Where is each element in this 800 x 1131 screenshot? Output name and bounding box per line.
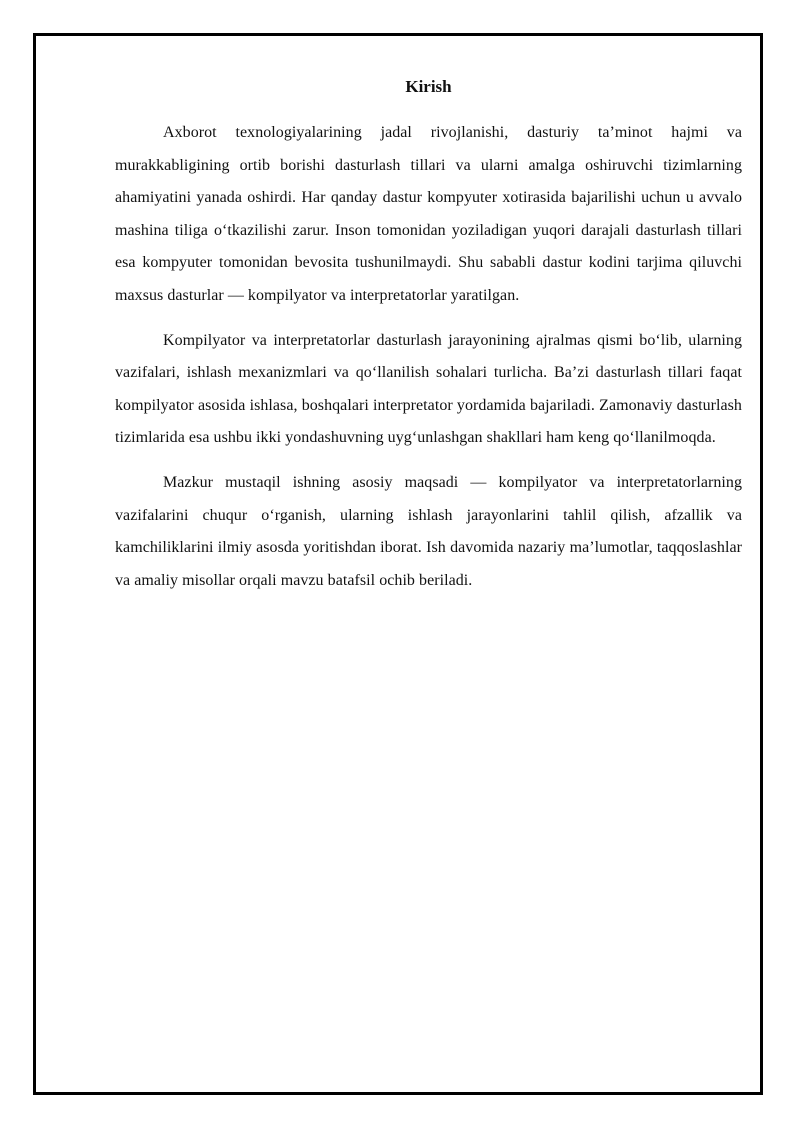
- paragraph-1: Axborot texnologiyalarining jadal rivojlanishi, dasturiy ta’minot hajmi va murakkabligining ortib borishi dasturlash tillari va ularni amalga oshiruvchi tizimlarning ahamiyatini yanada oshirdi. Har qanday dastur kompyuter xotirasida bajarilishi uchun u avvalo mashina tiliga o‘tkazilishi zarur. Inson tomonidan yoziladigan yuqori darajali dasturlash tillari esa kompyuter tomonidan bevosita tushunilmaydi. Shu sababli dastur kodini tarjima qiluvchi maxsus dasturlar — kompilyator va interpretatorlar yaratilgan.: [115, 124, 742, 304]
- paragraph-2: Kompilyator va interpretatorlar dasturlash jarayonining ajralmas qismi bo‘lib, ularning vazifalari, ishlash mexanizmlari va qo‘llanilish sohalari turlicha. Ba’zi dasturlash tillari faqat kompilyator asosida ishlasa, boshqalari interpretator yordamida bajariladi. Zamonaviy dasturlash tizimlarida esa ushbu ikki yondashuvning uyg‘unlashgan shakllari ham keng qo‘llanilmoqda.: [115, 331, 742, 447]
- paragraph-3: Mazkur mustaqil ishning asosiy maqsadi — kompilyator va interpretatorlarning vazifalarini chuqur o‘rganish, ularning ishlash jarayonlarini tahlil qilish, afzallik va kamchiliklarini ilmiy asosda yoritishdan iborat. Ish davomida nazariy ma’lumotlar, taqqoslashlar va amaliy misollar orqali mavzu batafsil ochib beriladi.: [115, 473, 742, 589]
- document-body: [115, 74, 742, 609]
- document-title: Kirish: [405, 77, 452, 96]
